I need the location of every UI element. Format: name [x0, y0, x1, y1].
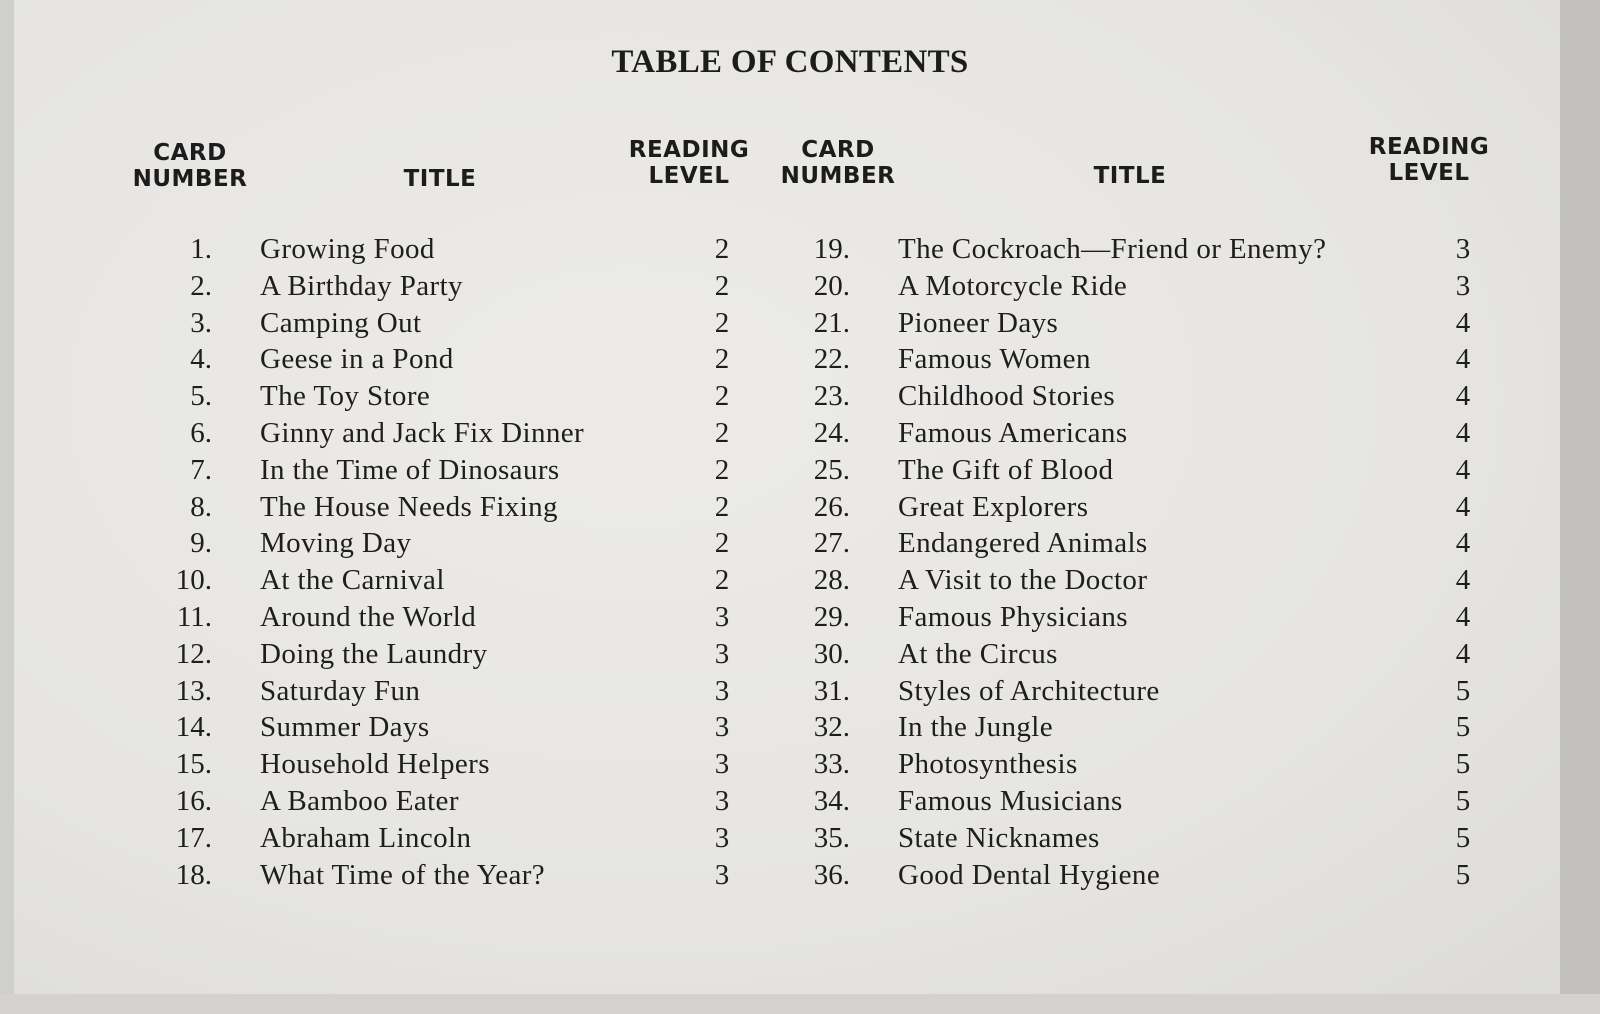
card-title: A Birthday Party	[260, 269, 463, 302]
reading-level: 5	[1455, 711, 1471, 744]
header-reading-label: READING	[1368, 134, 1490, 160]
header-title-right	[1070, 163, 1190, 189]
card-title: Around the World	[260, 600, 477, 633]
card-number: 4.	[190, 343, 212, 376]
header-reading-label: READING	[628, 137, 750, 163]
reading-level: 4	[1455, 490, 1471, 523]
card-title: A Motorcycle Ride	[898, 269, 1128, 302]
card-number: 14.	[175, 711, 212, 744]
card-number: 27.	[813, 527, 850, 560]
reading-level: 3	[714, 748, 730, 781]
header-reading-level-left	[622, 137, 756, 189]
card-number: 32.	[813, 711, 850, 744]
header-number-label: NUMBER	[780, 163, 896, 189]
card-number: 7.	[190, 453, 212, 486]
card-title: The Gift of Blood	[898, 453, 1114, 486]
card-title: Household Helpers	[260, 748, 490, 781]
header-reading-level-right	[1362, 134, 1496, 186]
card-number: 1.	[190, 233, 212, 265]
card-title: Summer Days	[260, 711, 430, 744]
card-title: Doing the Laundry	[260, 637, 488, 670]
reading-level: 4	[1455, 306, 1471, 339]
reading-level: 4	[1455, 564, 1471, 597]
card-number: 11.	[176, 600, 212, 633]
card-number: 15.	[175, 748, 212, 781]
card-title: Endangered Animals	[898, 527, 1148, 560]
reading-level: 3	[714, 821, 730, 854]
reading-level: 2	[714, 306, 730, 339]
card-number: 18.	[175, 858, 212, 891]
header-card-number-right	[776, 137, 900, 189]
card-number: 12.	[175, 637, 212, 670]
card-title: The Cockroach—Friend or Enemy?	[898, 233, 1327, 265]
card-title: State Nicknames	[898, 821, 1100, 854]
reading-level: 4	[1455, 527, 1471, 560]
card-number: 31.	[813, 674, 850, 707]
reading-level: 5	[1455, 784, 1471, 817]
card-number: 36.	[813, 858, 850, 891]
card-number: 8.	[190, 490, 212, 523]
reading-level: 2	[714, 453, 730, 486]
card-title: Ginny and Jack Fix Dinner	[260, 416, 585, 449]
reading-level: 3	[1455, 233, 1471, 265]
card-number: 5.	[190, 380, 212, 413]
card-number: 19.	[813, 233, 850, 265]
card-title: Photosynthesis	[898, 748, 1078, 781]
card-title: At the Carnival	[260, 564, 445, 597]
card-title: Styles of Architecture	[898, 674, 1160, 707]
card-title: In the Time of Dinosaurs	[260, 453, 560, 486]
reading-level: 2	[714, 380, 730, 413]
card-number: 9.	[190, 527, 212, 560]
card-title: Moving Day	[260, 527, 412, 560]
header-title-label: TITLE	[1093, 163, 1167, 189]
reading-level: 3	[714, 674, 730, 707]
card-title: Famous Women	[898, 343, 1091, 376]
header-card-number-left	[128, 140, 252, 192]
page-edge-bottom	[0, 994, 1600, 1014]
header-number-label: NUMBER	[132, 166, 248, 192]
card-number: 3.	[190, 306, 212, 339]
card-number: 28.	[813, 564, 850, 597]
card-title: Famous Musicians	[898, 784, 1123, 817]
card-title: Great Explorers	[898, 490, 1089, 523]
card-title: Abraham Lincoln	[260, 821, 472, 854]
reading-level: 3	[714, 637, 730, 670]
card-title: Geese in a Pond	[260, 343, 454, 376]
reading-level: 3	[1455, 269, 1471, 302]
card-number: 35.	[813, 821, 850, 854]
reading-level: 5	[1455, 821, 1471, 854]
header-title-left	[380, 166, 500, 192]
page-title: TABLE OF CONTENTS	[611, 44, 969, 80]
card-number: 2.	[190, 269, 212, 302]
header-card-label: CARD	[153, 140, 227, 166]
reading-level: 3	[714, 858, 730, 891]
reading-level: 3	[714, 711, 730, 744]
card-title: Camping Out	[260, 306, 422, 339]
reading-level: 4	[1455, 600, 1471, 633]
card-title: A Bamboo Eater	[260, 784, 459, 817]
reading-level: 4	[1455, 453, 1471, 486]
card-title: Growing Food	[260, 233, 435, 265]
card-number: 22.	[813, 343, 850, 376]
card-title: Saturday Fun	[260, 674, 421, 707]
card-title: A Visit to the Doctor	[898, 564, 1148, 597]
reading-level: 2	[714, 233, 730, 265]
card-number: 33.	[813, 748, 850, 781]
reading-level: 4	[1455, 380, 1471, 413]
page-edge-right	[1560, 0, 1600, 1014]
card-number: 23.	[813, 380, 850, 413]
card-title: Pioneer Days	[898, 306, 1059, 339]
reading-level: 5	[1455, 674, 1471, 707]
card-title: In the Jungle	[898, 711, 1054, 744]
reading-level: 3	[714, 600, 730, 633]
reading-level: 5	[1455, 858, 1471, 891]
reading-level: 5	[1455, 748, 1471, 781]
reading-level: 2	[714, 490, 730, 523]
card-number: 29.	[813, 600, 850, 633]
reading-level: 2	[714, 343, 730, 376]
card-title: The Toy Store	[260, 380, 431, 413]
card-title: What Time of the Year?	[260, 858, 546, 891]
reading-level: 4	[1455, 637, 1471, 670]
reading-level: 2	[714, 269, 730, 302]
card-title: The House Needs Fixing	[260, 490, 558, 523]
card-number: 10.	[175, 564, 212, 597]
card-number: 30.	[813, 637, 850, 670]
card-number: 17.	[175, 821, 212, 854]
reading-level: 4	[1455, 343, 1471, 376]
card-number: 20.	[813, 269, 850, 302]
card-number: 6.	[190, 416, 212, 449]
card-title: At the Circus	[898, 637, 1058, 670]
card-number: 13.	[175, 674, 212, 707]
reading-level: 2	[714, 416, 730, 449]
card-title: Famous Physicians	[898, 600, 1128, 633]
card-title: Childhood Stories	[898, 380, 1116, 413]
header-card-label: CARD	[801, 137, 875, 163]
header-level-label: LEVEL	[648, 163, 730, 189]
card-number: 34.	[813, 784, 850, 817]
card-number: 16.	[175, 784, 212, 817]
reading-level: 2	[714, 564, 730, 597]
header-level-label: LEVEL	[1388, 160, 1470, 186]
reading-level: 2	[714, 527, 730, 560]
reading-level: 4	[1455, 416, 1471, 449]
card-number: 21.	[813, 306, 850, 339]
reading-level: 3	[714, 784, 730, 817]
header-title-label: TITLE	[403, 166, 477, 192]
card-number: 25.	[813, 453, 850, 486]
card-number: 26.	[813, 490, 850, 523]
card-title: Good Dental Hygiene	[898, 858, 1161, 891]
card-number: 24.	[813, 416, 850, 449]
card-title: Famous Americans	[898, 416, 1128, 449]
